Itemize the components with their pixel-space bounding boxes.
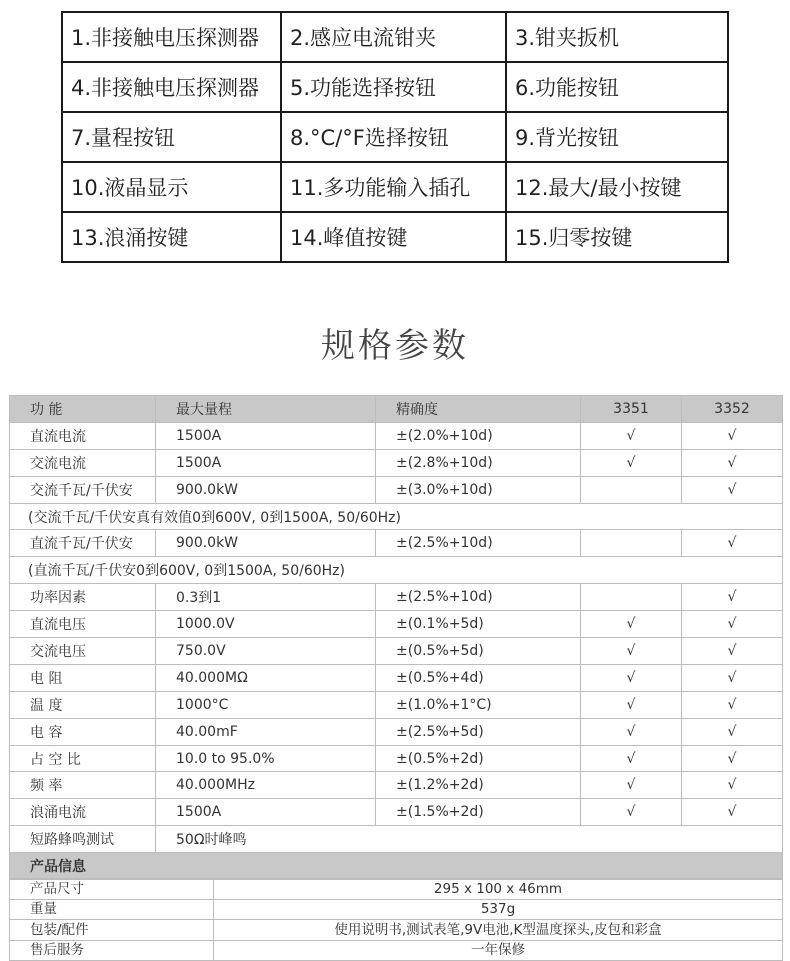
spec-function: 直流电流 (10, 422, 156, 449)
spec-model-3351-check: √ (581, 718, 682, 745)
spec-model-3351-check (581, 476, 682, 503)
spec-model-3351-check: √ (581, 638, 682, 665)
spec-note: (直流千瓦/千伏安0到600V, 0到1500A, 50/60Hz) (10, 557, 783, 584)
spec-function: 温 度 (10, 691, 156, 718)
spec-function: 交流千瓦/千伏安 (10, 476, 156, 503)
spec-range: 750.0V (156, 638, 376, 665)
spec-row (10, 584, 783, 611)
spec-accuracy: ±(3.0%+10d) (376, 476, 581, 503)
part-label: 9.背光按钮 (506, 112, 728, 162)
spec-model-3351-check: √ (581, 772, 682, 799)
spec-accuracy: ±(2.8%+10d) (376, 449, 581, 476)
part-label: 4.非接触电压探测器 (62, 62, 281, 112)
spec-model-3352-check: √ (682, 745, 783, 772)
product-info-value: 一年保修 (214, 940, 783, 961)
part-label: 14.峰值按键 (281, 212, 506, 262)
spec-range: 50Ω时峰鸣 (156, 826, 783, 853)
parts-row (62, 212, 728, 262)
spec-row (10, 449, 783, 476)
spec-range: 0.3到1 (156, 584, 376, 611)
spec-model-3351-check: √ (581, 664, 682, 691)
section-header-row (10, 853, 783, 880)
spec-accuracy: ±(2.5%+5d) (376, 718, 581, 745)
part-label: 7.量程按钮 (62, 112, 281, 162)
spec-row (10, 422, 783, 449)
spec-row (10, 638, 783, 665)
spec-range: 40.000MΩ (156, 664, 376, 691)
spec-note-row (10, 503, 783, 530)
spec-accuracy: ±(0.5%+2d) (376, 745, 581, 772)
spec-model-3352-check: √ (682, 476, 783, 503)
product-info-table (9, 878, 783, 961)
spec-range: 1500A (156, 449, 376, 476)
spec-row (10, 476, 783, 503)
spec-function: 占 空 比 (10, 745, 156, 772)
spec-model-3351-check (581, 530, 682, 557)
spec-title: 规格参数 (321, 326, 469, 366)
product-info-value: 537g (214, 899, 783, 920)
product-info-value: 295 x 100 x 46mm (214, 879, 783, 900)
spec-model-3352-check: √ (682, 799, 783, 826)
spec-range: 1000.0V (156, 611, 376, 638)
product-info-row (10, 899, 783, 920)
product-info-row (10, 940, 783, 961)
spec-model-3352-check: √ (682, 530, 783, 557)
spec-row (10, 772, 783, 799)
spec-function: 电 阻 (10, 664, 156, 691)
spec-header-range: 最大量程 (156, 396, 376, 423)
spec-accuracy: ±(1.0%+1°C) (376, 691, 581, 718)
section-title-product-info: 产品信息 (10, 853, 783, 880)
spec-range: 40.000MHz (156, 772, 376, 799)
part-label: 6.功能按钮 (506, 62, 728, 112)
spec-table (9, 395, 783, 880)
spec-header-3351: 3351 (581, 396, 682, 423)
part-label: 1.非接触电压探测器 (62, 12, 281, 62)
spec-row (10, 611, 783, 638)
spec-row (10, 530, 783, 557)
parts-row (62, 12, 728, 62)
spec-accuracy: ±(1.2%+2d) (376, 772, 581, 799)
spec-model-3352-check: √ (682, 449, 783, 476)
spec-model-3352-check: √ (682, 772, 783, 799)
spec-header-row (10, 396, 783, 423)
spec-header-3352: 3352 (682, 396, 783, 423)
spec-row (10, 826, 783, 853)
spec-function: 频 率 (10, 772, 156, 799)
spec-range: 40.00mF (156, 718, 376, 745)
spec-range: 900.0kW (156, 530, 376, 557)
spec-model-3352-check: √ (682, 664, 783, 691)
spec-model-3351-check: √ (581, 422, 682, 449)
part-label: 2.感应电流钳夹 (281, 12, 506, 62)
product-info-row (10, 920, 783, 941)
spec-row (10, 691, 783, 718)
spec-model-3352-check: √ (682, 718, 783, 745)
spec-row (10, 799, 783, 826)
spec-range: 1500A (156, 799, 376, 826)
spec-model-3351-check: √ (581, 799, 682, 826)
spec-model-3351-check: √ (581, 611, 682, 638)
spec-function: 浪涌电流 (10, 799, 156, 826)
part-label: 5.功能选择按钮 (281, 62, 506, 112)
spec-header-function: 功 能 (10, 396, 156, 423)
part-label: 3.钳夹扳机 (506, 12, 728, 62)
spec-model-3352-check: √ (682, 584, 783, 611)
spec-header-accuracy: 精确度 (376, 396, 581, 423)
parts-legend-table (61, 11, 729, 263)
spec-model-3352-check: √ (682, 638, 783, 665)
spec-function: 直流电压 (10, 611, 156, 638)
spec-row (10, 745, 783, 772)
spec-model-3352-check: √ (682, 611, 783, 638)
spec-note: (交流千瓦/千伏安真有效值0到600V, 0到1500A, 50/60Hz) (10, 503, 783, 530)
spec-function: 短路蜂鸣测试 (10, 826, 156, 853)
spec-row (10, 664, 783, 691)
spec-accuracy: ±(1.5%+2d) (376, 799, 581, 826)
spec-range: 10.0 to 95.0% (156, 745, 376, 772)
spec-model-3352-check: √ (682, 422, 783, 449)
parts-row (62, 162, 728, 212)
spec-model-3351-check: √ (581, 691, 682, 718)
spec-accuracy: ±(0.5%+5d) (376, 638, 581, 665)
spec-range: 1000°C (156, 691, 376, 718)
product-info-value: 使用说明书,测试表笔,9V电池,K型温度探头,皮包和彩盒 (214, 920, 783, 941)
part-label: 15.归零按键 (506, 212, 728, 262)
parts-row (62, 112, 728, 162)
part-label: 12.最大/最小按键 (506, 162, 728, 212)
spec-range: 1500A (156, 422, 376, 449)
spec-function: 功率因素 (10, 584, 156, 611)
parts-row (62, 62, 728, 112)
spec-accuracy: ±(2.0%+10d) (376, 422, 581, 449)
part-label: 13.浪涌按键 (62, 212, 281, 262)
part-label: 8.°C/°F选择按钮 (281, 112, 506, 162)
product-info-label: 重量 (10, 899, 214, 920)
product-info-row (10, 879, 783, 900)
product-info-label: 产品尺寸 (10, 879, 214, 900)
spec-range: 900.0kW (156, 476, 376, 503)
spec-model-3351-check (581, 584, 682, 611)
spec-function: 直流千瓦/千伏安 (10, 530, 156, 557)
spec-function: 交流电流 (10, 449, 156, 476)
spec-function: 电 容 (10, 718, 156, 745)
spec-accuracy: ±(2.5%+10d) (376, 584, 581, 611)
spec-accuracy: ±(0.1%+5d) (376, 611, 581, 638)
spec-model-3351-check: √ (581, 745, 682, 772)
spec-accuracy: ±(2.5%+10d) (376, 530, 581, 557)
spec-row (10, 718, 783, 745)
part-label: 11.多功能输入插孔 (281, 162, 506, 212)
product-info-label: 包装/配件 (10, 920, 214, 941)
part-label: 10.液晶显示 (62, 162, 281, 212)
spec-function: 交流电压 (10, 638, 156, 665)
spec-model-3352-check: √ (682, 691, 783, 718)
spec-accuracy: ±(0.5%+4d) (376, 664, 581, 691)
spec-model-3351-check: √ (581, 449, 682, 476)
product-info-label: 售后服务 (10, 940, 214, 961)
spec-note-row (10, 557, 783, 584)
